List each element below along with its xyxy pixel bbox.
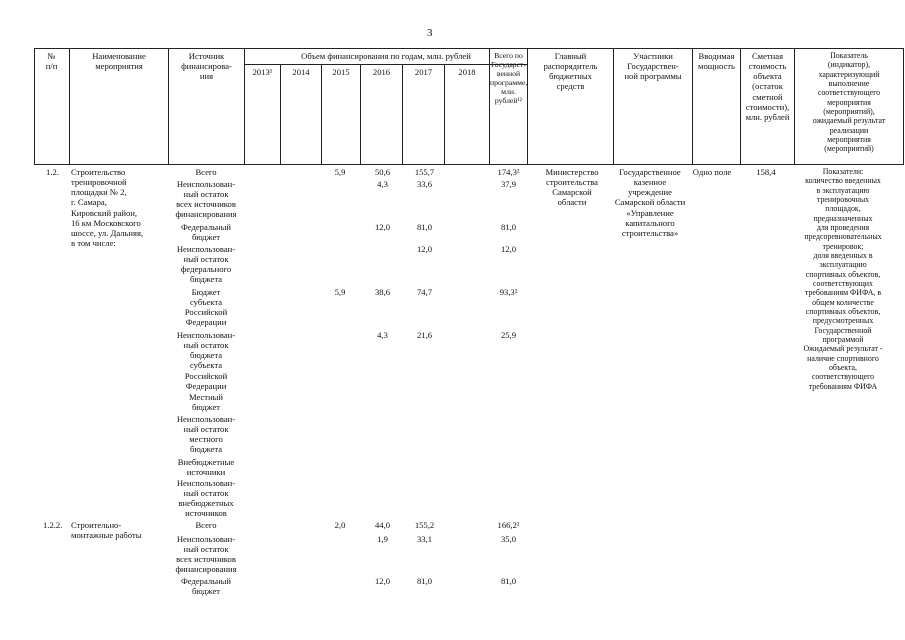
header-year-2015: 2015 [332, 67, 350, 77]
header-year-2016: 2016 [372, 67, 391, 77]
header-year-2018: 2018 [458, 67, 476, 77]
grid-line [244, 64, 527, 65]
source-cell: Всего [195, 520, 217, 530]
value-2015: 5,9 [334, 287, 346, 297]
header-year-2017: 2017 [414, 67, 433, 77]
grid-line [402, 64, 403, 164]
header-cost: Сметная стоимость объекта (остаток сметной стоимости), млн. рублей [745, 51, 790, 122]
row-number: 1.2. [46, 167, 59, 177]
value-2016: 38,6 [374, 287, 391, 297]
header-financing: Объем финансирования по годам, млн. рублей [301, 51, 471, 61]
value-2017: 33,6 [416, 179, 433, 189]
grid-line [321, 64, 322, 164]
header-capacity: Вводимая мощность [698, 51, 735, 72]
header-participants: Участники Государствен- ной программы [624, 51, 682, 82]
grid-line [444, 64, 445, 164]
header-name: Наименование мероприятия [92, 51, 146, 72]
page-number: 3 [427, 27, 433, 39]
participants-cell: Государственное казенное учреждение Самарской области «Управление капитального строительства» [614, 167, 686, 238]
value-2016: 1,9 [377, 534, 388, 544]
value-2015: 2,0 [334, 520, 346, 530]
header-year-2013: 2013¹ [252, 67, 273, 77]
source-cell: Неиспользован- ный остаток федерального бюджета [176, 244, 236, 285]
header-number: № п/п [45, 51, 58, 72]
grid-line [360, 64, 361, 164]
value-2017: 12,0 [416, 244, 433, 254]
source-cell: Неиспользован- ный остаток всех источников финансирования [175, 534, 237, 575]
source-cell: Федеральный бюджет [180, 576, 232, 597]
value-total: 12,0 [500, 244, 517, 254]
value-2017: 21,6 [416, 330, 433, 340]
header-year-2014: 2014 [292, 67, 310, 77]
value-total: 81,0 [500, 576, 517, 586]
grid-line [244, 48, 245, 164]
source-cell: Внебюджетные источники [177, 457, 235, 478]
source-cell: Неиспользован- ный остаток местного бюджета [176, 414, 236, 455]
grid-line [280, 64, 281, 164]
value-total: 166,2² [497, 520, 520, 530]
value-2016: 44,0 [374, 520, 391, 530]
grid-line [34, 164, 904, 165]
value-total: 25,9 [500, 330, 517, 340]
value-2016: 12,0 [374, 576, 391, 586]
capacity-cell: Одно поле [692, 167, 732, 177]
value-2016: 4,3 [377, 330, 388, 340]
source-cell: Федеральный бюджет [180, 222, 232, 243]
manager-cell: Министерство строительства Самарской области [545, 167, 599, 208]
value-2017: 74,7 [416, 287, 433, 297]
value-total: 93,3² [499, 287, 518, 297]
header-source: Источник финансирова- ния [181, 51, 232, 82]
value-2017: 81,0 [416, 222, 433, 232]
indicator-cell: Показатели: количество введенных в эксплуатацию тренировочных площадок, предназначенных для проведения предсоревновательных тренировок; доля введенных в эксплуатацию спортивных объектов, соответствующих требованиям ФИФА, в общем количестве спортивных объектов, предусмотренных Государственной программой Ожидаемый результат - наличие спортивного объекта, соответствующего требованиям ФИФА [803, 167, 883, 391]
grid-line [903, 48, 904, 164]
value-2017: 155,7 [414, 167, 435, 177]
value-2016: 50,6 [374, 167, 391, 177]
value-2016: 4,3 [377, 179, 388, 189]
value-2017: 155,2 [414, 520, 435, 530]
value-total: 81,0 [500, 222, 517, 232]
row-number: 1.2.2. [43, 520, 63, 530]
row-name: Строительно- монтажные работы [71, 520, 142, 541]
value-total: 35,0 [500, 534, 517, 544]
header-indicator: Показатель (индикатор), характеризующий выполнение соответствующего мероприятия (мероприятий), ожидаемый результат реализации мероприятия (мероприятий) [812, 51, 886, 154]
source-cell: Местный бюджет [188, 392, 224, 413]
value-2015: 5,9 [334, 167, 346, 177]
header-total: Всего по Государст- венной программе, млн. рублей¹² [490, 51, 528, 106]
source-cell: Неиспользован- ный остаток внебюджетных источников [176, 478, 236, 519]
cost-cell: 158,4 [756, 167, 776, 177]
source-cell: Неиспользован- ный остаток всех источников финансирования [175, 179, 237, 220]
source-cell: Неиспользован- ный остаток бюджета субъекта Российской Федерации [176, 330, 236, 391]
source-cell: Бюджет субъекта Российской Федерации [184, 287, 228, 328]
value-total: 37,9 [500, 179, 517, 189]
value-2017: 81,0 [416, 576, 433, 586]
value-2016: 12,0 [374, 222, 391, 232]
row-name: Строительство тренировочной площадки № 2, г. Самара, Кировский район, 16 км Московского шоссе, ул. Дальняя, в том числе: [71, 167, 144, 248]
header-manager: Главный распорядитель бюджетных средств [543, 51, 598, 92]
value-total: 174,3² [497, 167, 520, 177]
source-cell: Всего [195, 167, 217, 177]
grid-line [34, 48, 904, 49]
value-2017: 33,1 [416, 534, 433, 544]
